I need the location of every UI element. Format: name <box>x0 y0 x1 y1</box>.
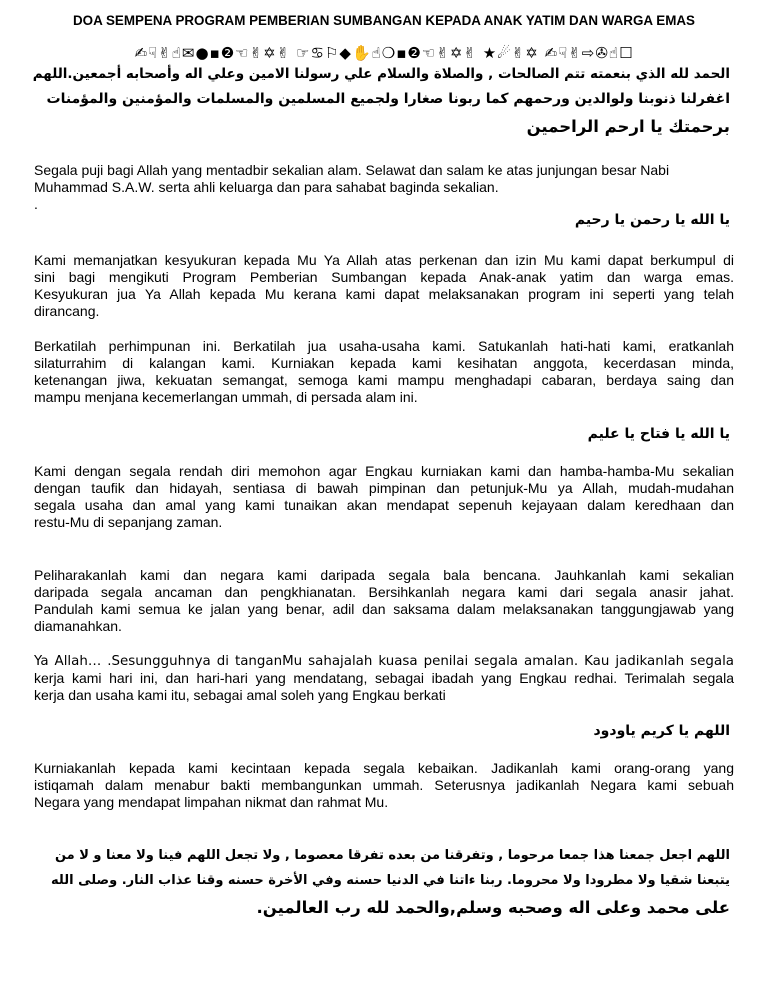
text-line: kerja dan usaha kami itu, sebagai amal soleh yang Engkau berkati <box>34 687 446 703</box>
text-line: Muhammad S.A.W. serta ahli keluarga dan para sahabat baginda sekalian. <box>34 179 499 195</box>
document-title: DOA SEMPENA PROGRAM PEMBERIAN SUMBANGAN KEPADA ANAK YATIM DAN WARGA EMAS <box>73 13 695 28</box>
text-line: sini bagi mengikuti Program Pemberian Sumbangan kepada Anak-anak yatim dan warga emas. <box>34 269 734 285</box>
text-line: diamanahkan. <box>34 618 122 634</box>
arabic-line: اللهم اجعل جمعنا هذا جمعا مرحوما , وتفرقنا من بعده تفرقا معصوما , ولا تجعل اللهم فينا ولا معنا و لا من <box>54 848 730 863</box>
text-line: ketenangan jiwa, kekuatan semangat, semoga kami mampu menghadapi cabaran, berdaya saing dan <box>34 372 734 388</box>
text-line: Kami dengan segala rendah diri memohon agar Engkau kurniakan kami dan hamba-hamba-Mu sekalian <box>34 463 734 479</box>
text-line: segala usaha dan amal yang kami tunaikan akan mendapat sepenuh kejayaan dalam keredhaan dan <box>34 497 734 513</box>
text-line: istiqamah dalam menabur bakti membangunkan ummah. Seterusnya jadikanlah Negara kami sebuah <box>34 777 734 793</box>
text-line: Segala puji bagi Allah yang mentadbir sekalian alam. Selawat dan salam ke atas junjungan besar Nabi <box>34 162 670 178</box>
text-line: mampu menjana kecemerlangan ummah, di persada alam ini. <box>34 389 418 405</box>
paragraph-gratitude <box>34 252 734 320</box>
text-line: silaturrahim di kalangan kami. Kurniakan kepada kami kesihatan anggota, kecerdasan minda, <box>34 355 734 371</box>
paragraph-praise <box>34 162 734 213</box>
text-line: Peliharakanlah kami dan negara kami daripada segala bala bencana. Jauhkanlah kami sekalian <box>34 567 734 583</box>
text-line: daripada segala ancaman dan pengkhianatan. Bersihkanlah negara kami dari segala anasir jahat. <box>34 584 734 600</box>
text-line: Kurniakanlah kepada kami kecintaan kepada segala kebaikan. Jadikanlah kami orang-orang yang <box>34 760 734 776</box>
paragraph-blessing <box>34 338 734 406</box>
paragraph-plea <box>34 463 734 531</box>
text-line: Kami memanjatkan kesyukuran kepada Mu Ya Allah atas perkenan dan izin Mu kami dapat berkumpul di <box>34 252 734 268</box>
paragraph-deeds <box>34 653 734 704</box>
text-line: Ya Allah… .Sesungguhnya di tanganMu sahajalah kuasa penilai segala amalan. Kau jadikanlah segala <box>34 654 734 669</box>
text-line: Berkatilah perhimpunan ini. Berkatilah jua usaha-usaha kami. Satukanlah hati-hati kami, eratkanlah <box>34 338 734 354</box>
arabic-line: الحمد لله الذي بنعمته تتم الصالحات , والصلاة والسلام علي رسولنا الامين وعلي اله وأصحابه أجمعين.اللهم <box>32 66 730 82</box>
text-line: Pandulah kami semua ke jalan yang benar, adil dan saksama dalam melaksanakan tanggungjawab yang <box>34 601 734 617</box>
text-line: Negara yang mendapat limpahan nikmat dan rahmat Mu. <box>34 794 389 810</box>
paragraph-goodness <box>34 760 734 811</box>
text-line: dirancang. <box>34 303 100 319</box>
arabic-line: يتبعنا شقيا ولا مطرودا ولا محروما. ربنا ءاتنا في الدنيا حسنه وفي الأخرة حسنه وقنا عذاب النار. وصلى الله <box>51 873 730 888</box>
invocation-heading: اللهم يا كريم ياودود <box>593 723 730 739</box>
arabic-line: اغفرلنا ذنوبنا ولوالدين ورحمهم كما ربونا صغارا ولجميع المسلمين والمسلمات والمؤمنين والمؤمنات <box>46 91 730 107</box>
invocation-heading: يا الله يا فتاح يا عليم <box>587 426 730 442</box>
decorative-symbol-line: ✍☟✌☝✉●▪❷☜✌✡✌ ☞♋⚐◆✋☝❍▪❷☜✌✡✌ ★☄✌✡ ✍☟✌⇨✇☝☐ <box>134 44 634 62</box>
paragraph-protection <box>34 567 734 635</box>
invocation-heading: يا الله يا رحمن يا رحيم <box>574 212 730 228</box>
text-line: kerja kami hari ini, dan hari-hari yang mendatang, sebagai ibadah yang Engkau redhai. Terimalah segala <box>34 670 734 686</box>
text-line: dengan taufik dan hidayah, sentiasa di bawah pimpinan dan petunjuk-Mu ya Allah, mudah-mudahan <box>34 480 734 496</box>
text-line: Kesyukuran jua Ya Allah kepada Mu kerana kami dapat melaksanakan program ini seperti yang telah <box>34 286 734 302</box>
arabic-line: على محمد وعلى اله وصحبه وسلم,والحمد لله رب العالمين. <box>256 898 730 917</box>
text-line: . <box>34 196 38 212</box>
text-line: restu-Mu di sepanjang zaman. <box>34 514 223 530</box>
arabic-line: برحمتك يا ارحم الراحمين <box>526 117 730 136</box>
